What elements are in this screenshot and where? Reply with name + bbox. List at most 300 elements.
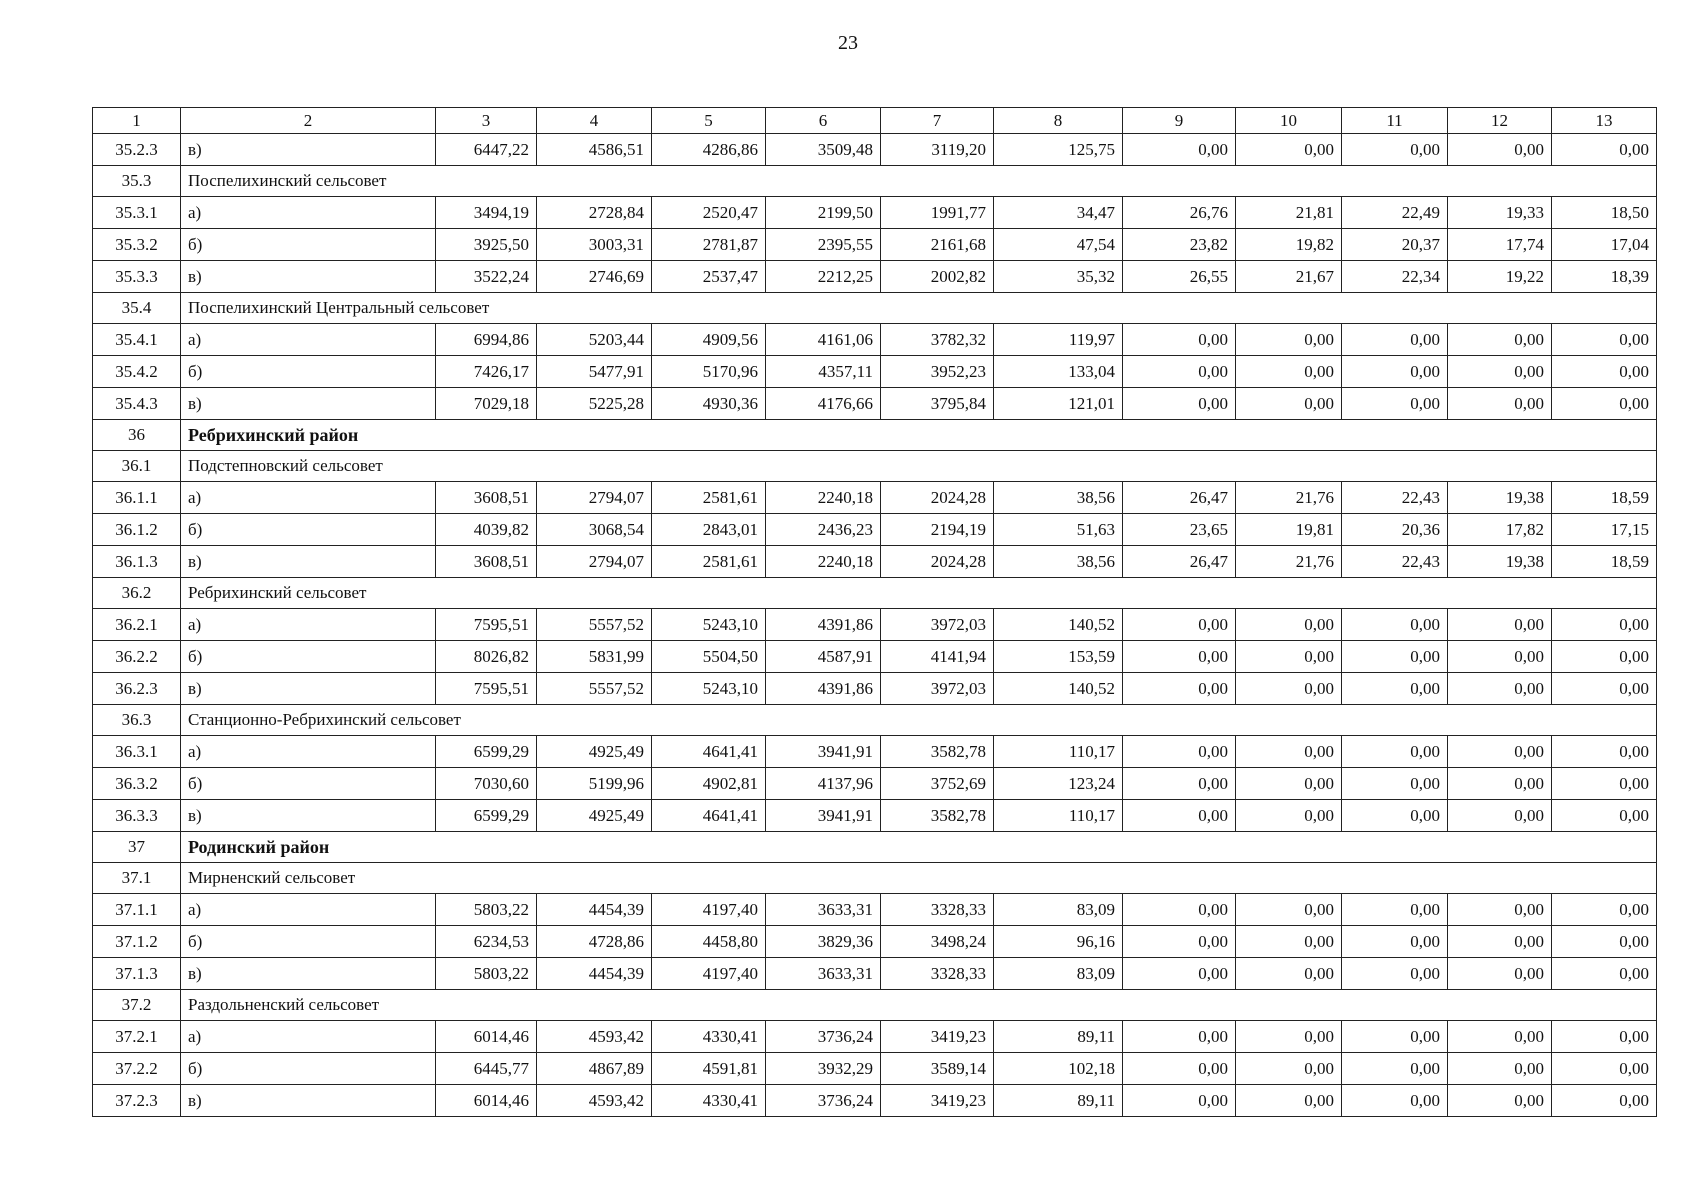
value-cell: 0,00 [1123, 894, 1236, 926]
value-cell: 0,00 [1448, 958, 1552, 990]
value-cell: 6994,86 [436, 324, 537, 356]
column-header: 2 [181, 108, 436, 134]
value-cell: 83,09 [994, 958, 1123, 990]
value-cell: 110,17 [994, 800, 1123, 832]
value-cell: 0,00 [1342, 736, 1448, 768]
row-code: 36.3 [93, 705, 181, 736]
value-cell: 0,00 [1236, 958, 1342, 990]
value-cell: 5225,28 [537, 388, 652, 420]
district-row [93, 832, 1657, 863]
value-cell: 3932,29 [766, 1053, 881, 1085]
table-row [93, 356, 1657, 388]
row-variant: б) [181, 926, 436, 958]
value-cell: 0,00 [1236, 894, 1342, 926]
value-cell: 0,00 [1552, 134, 1657, 166]
value-cell: 4357,11 [766, 356, 881, 388]
value-cell: 153,59 [994, 641, 1123, 673]
value-cell: 0,00 [1552, 388, 1657, 420]
value-cell: 18,59 [1552, 482, 1657, 514]
value-cell: 22,49 [1342, 197, 1448, 229]
row-variant: в) [181, 1085, 436, 1117]
value-cell: 0,00 [1342, 926, 1448, 958]
value-cell: 0,00 [1342, 800, 1448, 832]
value-cell: 3782,32 [881, 324, 994, 356]
column-header: 5 [652, 108, 766, 134]
table-row [93, 768, 1657, 800]
value-cell: 3509,48 [766, 134, 881, 166]
value-cell: 21,67 [1236, 261, 1342, 293]
value-cell: 102,18 [994, 1053, 1123, 1085]
value-cell: 0,00 [1123, 768, 1236, 800]
value-cell: 0,00 [1552, 800, 1657, 832]
section-row [93, 863, 1657, 894]
value-cell: 4391,86 [766, 609, 881, 641]
value-cell: 96,16 [994, 926, 1123, 958]
value-cell: 6234,53 [436, 926, 537, 958]
row-code: 36.2 [93, 578, 181, 609]
table-row [93, 609, 1657, 641]
row-code: 35.3.2 [93, 229, 181, 261]
value-cell: 3633,31 [766, 894, 881, 926]
section-name: Поспелихинский сельсовет [181, 166, 1657, 197]
row-variant: б) [181, 768, 436, 800]
value-cell: 4454,39 [537, 958, 652, 990]
page-number: 23 [838, 32, 858, 54]
value-cell: 3795,84 [881, 388, 994, 420]
value-cell: 21,76 [1236, 482, 1342, 514]
value-cell: 7426,17 [436, 356, 537, 388]
row-code: 37.2.2 [93, 1053, 181, 1085]
row-code: 37.2.3 [93, 1085, 181, 1117]
value-cell: 3582,78 [881, 800, 994, 832]
value-cell: 133,04 [994, 356, 1123, 388]
section-name: Станционно-Ребрихинский сельсовет [181, 705, 1657, 736]
value-cell: 0,00 [1552, 736, 1657, 768]
value-cell: 0,00 [1448, 736, 1552, 768]
value-cell: 20,37 [1342, 229, 1448, 261]
value-cell: 3608,51 [436, 546, 537, 578]
row-code: 37.1.1 [93, 894, 181, 926]
row-code: 36.1 [93, 451, 181, 482]
value-cell: 0,00 [1342, 388, 1448, 420]
row-code: 35.3 [93, 166, 181, 197]
value-cell: 0,00 [1342, 609, 1448, 641]
value-cell: 34,47 [994, 197, 1123, 229]
value-cell: 0,00 [1123, 388, 1236, 420]
value-cell: 3952,23 [881, 356, 994, 388]
value-cell: 121,01 [994, 388, 1123, 420]
value-cell: 0,00 [1448, 1085, 1552, 1117]
value-cell: 2581,61 [652, 482, 766, 514]
table-row [93, 926, 1657, 958]
table-row [93, 1085, 1657, 1117]
section-name: Поспелихинский Центральный сельсовет [181, 293, 1657, 324]
value-cell: 4641,41 [652, 800, 766, 832]
value-cell: 38,56 [994, 482, 1123, 514]
value-cell: 2240,18 [766, 482, 881, 514]
value-cell: 22,43 [1342, 546, 1448, 578]
value-cell: 2240,18 [766, 546, 881, 578]
row-variant: в) [181, 261, 436, 293]
value-cell: 4197,40 [652, 958, 766, 990]
value-cell: 0,00 [1448, 641, 1552, 673]
value-cell: 119,97 [994, 324, 1123, 356]
value-cell: 3119,20 [881, 134, 994, 166]
value-cell: 6599,29 [436, 800, 537, 832]
row-code: 36.3.3 [93, 800, 181, 832]
row-variant: б) [181, 514, 436, 546]
value-cell: 3752,69 [881, 768, 994, 800]
section-name: Раздольненский сельсовет [181, 990, 1657, 1021]
value-cell: 4286,86 [652, 134, 766, 166]
value-cell: 3925,50 [436, 229, 537, 261]
row-variant: в) [181, 546, 436, 578]
row-code: 36.1.1 [93, 482, 181, 514]
row-code: 35.3.1 [93, 197, 181, 229]
value-cell: 7029,18 [436, 388, 537, 420]
value-cell: 0,00 [1552, 356, 1657, 388]
value-cell: 3736,24 [766, 1021, 881, 1053]
value-cell: 125,75 [994, 134, 1123, 166]
value-cell: 0,00 [1552, 1085, 1657, 1117]
value-cell: 0,00 [1552, 1021, 1657, 1053]
value-cell: 3328,33 [881, 958, 994, 990]
value-cell: 0,00 [1236, 134, 1342, 166]
value-cell: 0,00 [1123, 958, 1236, 990]
value-cell: 0,00 [1236, 324, 1342, 356]
value-cell: 18,59 [1552, 546, 1657, 578]
column-header: 12 [1448, 108, 1552, 134]
value-cell: 2024,28 [881, 546, 994, 578]
value-cell: 4330,41 [652, 1085, 766, 1117]
value-cell: 17,15 [1552, 514, 1657, 546]
value-cell: 0,00 [1552, 673, 1657, 705]
row-variant: а) [181, 609, 436, 641]
value-cell: 2194,19 [881, 514, 994, 546]
section-row [93, 451, 1657, 482]
row-variant: в) [181, 388, 436, 420]
value-cell: 0,00 [1123, 356, 1236, 388]
value-cell: 38,56 [994, 546, 1123, 578]
value-cell: 0,00 [1448, 1021, 1552, 1053]
value-cell: 0,00 [1342, 1053, 1448, 1085]
section-row [93, 293, 1657, 324]
row-variant: б) [181, 1053, 436, 1085]
value-cell: 3633,31 [766, 958, 881, 990]
value-cell: 2746,69 [537, 261, 652, 293]
value-cell: 21,81 [1236, 197, 1342, 229]
value-cell: 0,00 [1448, 926, 1552, 958]
value-cell: 3328,33 [881, 894, 994, 926]
value-cell: 89,11 [994, 1085, 1123, 1117]
value-cell: 4137,96 [766, 768, 881, 800]
value-cell: 0,00 [1342, 958, 1448, 990]
data-table [92, 107, 1657, 1117]
value-cell: 140,52 [994, 609, 1123, 641]
row-code: 37 [93, 832, 181, 863]
value-cell: 5477,91 [537, 356, 652, 388]
value-cell: 0,00 [1342, 356, 1448, 388]
row-variant: б) [181, 641, 436, 673]
value-cell: 4593,42 [537, 1085, 652, 1117]
value-cell: 3972,03 [881, 673, 994, 705]
value-cell: 5243,10 [652, 673, 766, 705]
value-cell: 0,00 [1552, 894, 1657, 926]
row-variant: а) [181, 736, 436, 768]
value-cell: 0,00 [1123, 1021, 1236, 1053]
value-cell: 3494,19 [436, 197, 537, 229]
value-cell: 18,50 [1552, 197, 1657, 229]
row-code: 36.2.2 [93, 641, 181, 673]
row-code: 35.4.1 [93, 324, 181, 356]
value-cell: 110,17 [994, 736, 1123, 768]
value-cell: 0,00 [1448, 1053, 1552, 1085]
value-cell: 5199,96 [537, 768, 652, 800]
value-cell: 140,52 [994, 673, 1123, 705]
value-cell: 8026,82 [436, 641, 537, 673]
value-cell: 5831,99 [537, 641, 652, 673]
value-cell: 1991,77 [881, 197, 994, 229]
row-code: 36.2.3 [93, 673, 181, 705]
value-cell: 2843,01 [652, 514, 766, 546]
table-row [93, 673, 1657, 705]
row-code: 35.3.3 [93, 261, 181, 293]
value-cell: 3941,91 [766, 800, 881, 832]
value-cell: 22,43 [1342, 482, 1448, 514]
row-variant: в) [181, 800, 436, 832]
section-row [93, 990, 1657, 1021]
value-cell: 2728,84 [537, 197, 652, 229]
value-cell: 6599,29 [436, 736, 537, 768]
value-cell: 2212,25 [766, 261, 881, 293]
value-cell: 89,11 [994, 1021, 1123, 1053]
value-cell: 51,63 [994, 514, 1123, 546]
value-cell: 3589,14 [881, 1053, 994, 1085]
row-code: 35.2.3 [93, 134, 181, 166]
row-code: 35.4.3 [93, 388, 181, 420]
value-cell: 0,00 [1448, 894, 1552, 926]
value-cell: 4391,86 [766, 673, 881, 705]
table-row [93, 388, 1657, 420]
value-cell: 2581,61 [652, 546, 766, 578]
value-cell: 5803,22 [436, 894, 537, 926]
section-name: Подстепновский сельсовет [181, 451, 1657, 482]
value-cell: 7595,51 [436, 609, 537, 641]
value-cell: 4458,80 [652, 926, 766, 958]
value-cell: 0,00 [1448, 673, 1552, 705]
table-row [93, 894, 1657, 926]
value-cell: 0,00 [1448, 800, 1552, 832]
value-cell: 0,00 [1448, 768, 1552, 800]
value-cell: 4161,06 [766, 324, 881, 356]
value-cell: 23,82 [1123, 229, 1236, 261]
value-cell: 0,00 [1552, 926, 1657, 958]
column-header: 13 [1552, 108, 1657, 134]
table-row [93, 800, 1657, 832]
row-variant: б) [181, 229, 436, 261]
value-cell: 0,00 [1342, 673, 1448, 705]
value-cell: 0,00 [1552, 1053, 1657, 1085]
value-cell: 4591,81 [652, 1053, 766, 1085]
value-cell: 21,76 [1236, 546, 1342, 578]
value-cell: 0,00 [1342, 1085, 1448, 1117]
column-header: 10 [1236, 108, 1342, 134]
row-code: 35.4.2 [93, 356, 181, 388]
value-cell: 2436,23 [766, 514, 881, 546]
value-cell: 5803,22 [436, 958, 537, 990]
value-cell: 3003,31 [537, 229, 652, 261]
value-cell: 0,00 [1342, 894, 1448, 926]
column-header: 7 [881, 108, 994, 134]
value-cell: 3582,78 [881, 736, 994, 768]
row-code: 36.3.2 [93, 768, 181, 800]
section-name: Мирненский сельсовет [181, 863, 1657, 894]
table-row [93, 134, 1657, 166]
value-cell: 0,00 [1123, 609, 1236, 641]
row-code: 36.1.2 [93, 514, 181, 546]
value-cell: 26,47 [1123, 546, 1236, 578]
value-cell: 2537,47 [652, 261, 766, 293]
value-cell: 3941,91 [766, 736, 881, 768]
value-cell: 17,04 [1552, 229, 1657, 261]
table-row [93, 197, 1657, 229]
value-cell: 4930,36 [652, 388, 766, 420]
value-cell: 0,00 [1236, 800, 1342, 832]
value-cell: 0,00 [1448, 356, 1552, 388]
value-cell: 19,38 [1448, 482, 1552, 514]
value-cell: 7595,51 [436, 673, 537, 705]
value-cell: 4176,66 [766, 388, 881, 420]
table-row [93, 482, 1657, 514]
value-cell: 26,47 [1123, 482, 1236, 514]
column-header: 3 [436, 108, 537, 134]
row-variant: б) [181, 356, 436, 388]
value-cell: 4197,40 [652, 894, 766, 926]
value-cell: 19,33 [1448, 197, 1552, 229]
value-cell: 4925,49 [537, 736, 652, 768]
value-cell: 19,82 [1236, 229, 1342, 261]
value-cell: 2199,50 [766, 197, 881, 229]
value-cell: 0,00 [1342, 134, 1448, 166]
district-row [93, 420, 1657, 451]
value-cell: 0,00 [1236, 609, 1342, 641]
value-cell: 18,39 [1552, 261, 1657, 293]
value-cell: 4141,94 [881, 641, 994, 673]
row-variant: а) [181, 324, 436, 356]
row-code: 37.1 [93, 863, 181, 894]
value-cell: 0,00 [1236, 1021, 1342, 1053]
value-cell: 6014,46 [436, 1021, 537, 1053]
table-row [93, 958, 1657, 990]
value-cell: 4330,41 [652, 1021, 766, 1053]
value-cell: 6445,77 [436, 1053, 537, 1085]
value-cell: 3829,36 [766, 926, 881, 958]
table-body [93, 108, 1657, 1117]
value-cell: 0,00 [1342, 768, 1448, 800]
column-header: 9 [1123, 108, 1236, 134]
value-cell: 3498,24 [881, 926, 994, 958]
value-cell: 19,81 [1236, 514, 1342, 546]
value-cell: 35,32 [994, 261, 1123, 293]
value-cell: 5243,10 [652, 609, 766, 641]
column-header: 8 [994, 108, 1123, 134]
row-code: 35.4 [93, 293, 181, 324]
row-variant: а) [181, 482, 436, 514]
table-row [93, 514, 1657, 546]
value-cell: 2002,82 [881, 261, 994, 293]
value-cell: 6447,22 [436, 134, 537, 166]
value-cell: 19,22 [1448, 261, 1552, 293]
district-name: Ребрихинский район [181, 420, 1657, 451]
value-cell: 0,00 [1123, 641, 1236, 673]
table-row [93, 641, 1657, 673]
value-cell: 0,00 [1342, 641, 1448, 673]
row-variant: а) [181, 894, 436, 926]
value-cell: 0,00 [1342, 1021, 1448, 1053]
value-cell: 123,24 [994, 768, 1123, 800]
value-cell: 4867,89 [537, 1053, 652, 1085]
section-row [93, 578, 1657, 609]
section-name: Ребрихинский сельсовет [181, 578, 1657, 609]
value-cell: 2520,47 [652, 197, 766, 229]
value-cell: 0,00 [1448, 609, 1552, 641]
value-cell: 4587,91 [766, 641, 881, 673]
value-cell: 4039,82 [436, 514, 537, 546]
value-cell: 0,00 [1552, 958, 1657, 990]
value-cell: 0,00 [1552, 609, 1657, 641]
value-cell: 0,00 [1236, 926, 1342, 958]
value-cell: 83,09 [994, 894, 1123, 926]
value-cell: 4454,39 [537, 894, 652, 926]
value-cell: 0,00 [1236, 1053, 1342, 1085]
table-row [93, 546, 1657, 578]
value-cell: 4909,56 [652, 324, 766, 356]
value-cell: 0,00 [1236, 641, 1342, 673]
section-row [93, 166, 1657, 197]
value-cell: 0,00 [1123, 800, 1236, 832]
row-code: 37.2 [93, 990, 181, 1021]
value-cell: 0,00 [1236, 356, 1342, 388]
value-cell: 2024,28 [881, 482, 994, 514]
value-cell: 0,00 [1552, 324, 1657, 356]
value-cell: 3608,51 [436, 482, 537, 514]
value-cell: 20,36 [1342, 514, 1448, 546]
value-cell: 4586,51 [537, 134, 652, 166]
value-cell: 2794,07 [537, 482, 652, 514]
value-cell: 0,00 [1236, 673, 1342, 705]
value-cell: 3736,24 [766, 1085, 881, 1117]
value-cell: 0,00 [1448, 134, 1552, 166]
value-cell: 3419,23 [881, 1085, 994, 1117]
value-cell: 0,00 [1448, 388, 1552, 420]
value-cell: 3068,54 [537, 514, 652, 546]
value-cell: 0,00 [1236, 736, 1342, 768]
value-cell: 5557,52 [537, 609, 652, 641]
table-row [93, 1021, 1657, 1053]
row-variant: в) [181, 673, 436, 705]
row-code: 36.2.1 [93, 609, 181, 641]
value-cell: 0,00 [1448, 324, 1552, 356]
value-cell: 2161,68 [881, 229, 994, 261]
section-row [93, 705, 1657, 736]
value-cell: 4593,42 [537, 1021, 652, 1053]
row-variant: а) [181, 197, 436, 229]
table-row [93, 324, 1657, 356]
row-variant: в) [181, 958, 436, 990]
column-header: 11 [1342, 108, 1448, 134]
value-cell: 2781,87 [652, 229, 766, 261]
value-cell: 4728,86 [537, 926, 652, 958]
